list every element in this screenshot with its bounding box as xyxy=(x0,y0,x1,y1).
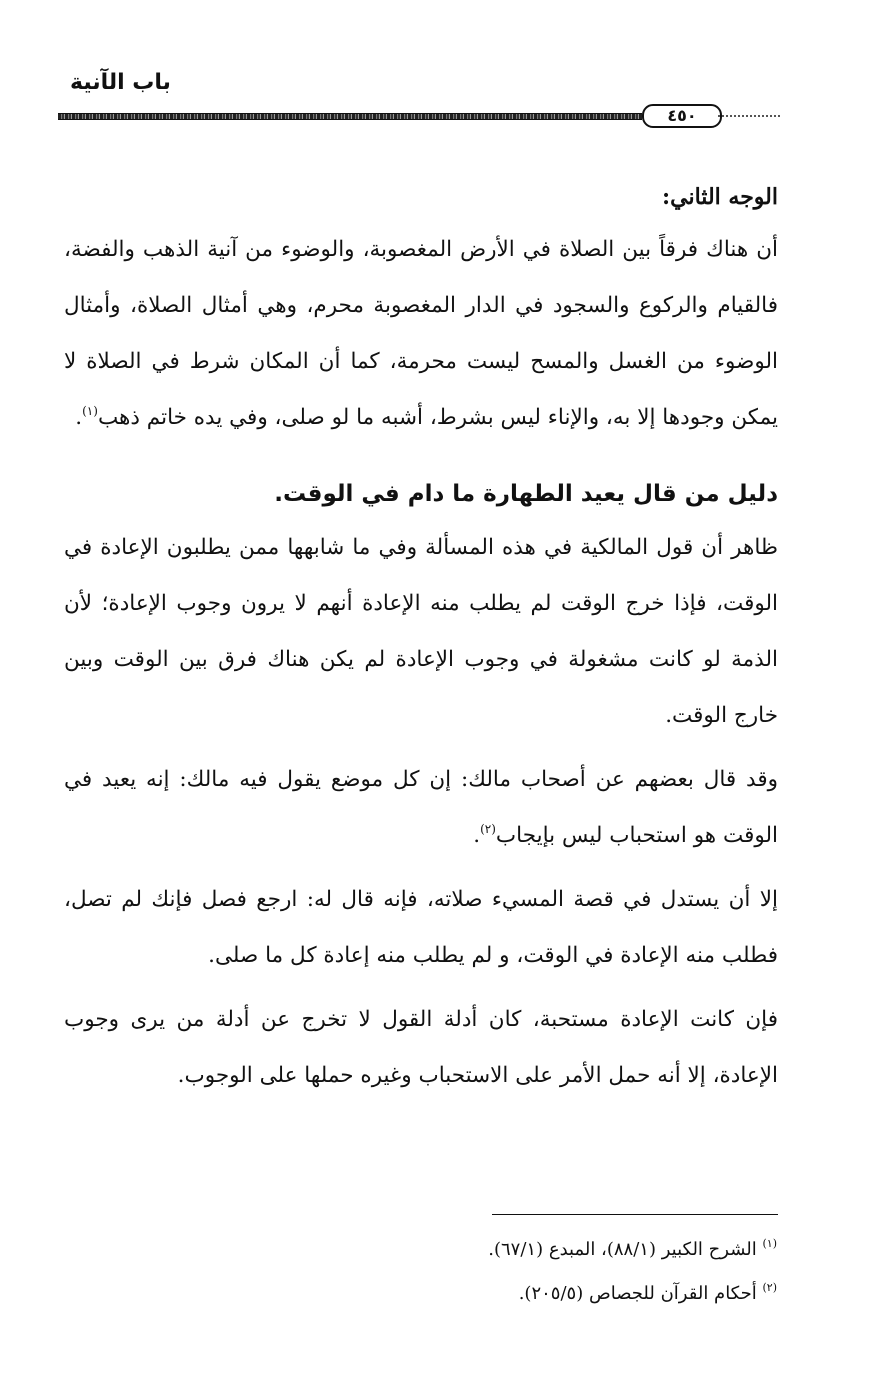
paragraph-end: . xyxy=(75,405,83,430)
footnote-number: (١) xyxy=(762,1237,777,1250)
paragraph-text: ظاهر أن قول المالكية في هذه المسألة وفي ما شابهها ممن يطلبون الإعادة في الوقت، فإذا خرج الوقت لم يطلب منه الإعادة أنهم لا يرون وجوب الإعادة؛ لأن الذمة لو كانت مشغولة في وجوب الإعادة لم يكن هناك فرق بين الوقت وبين خارج الوقت. xyxy=(64,535,778,728)
footnote-separator xyxy=(492,1214,778,1215)
footnote-text: الشرح الكبير (٨٨/١)، المبدع (٦٧/١). xyxy=(488,1239,757,1260)
header-rule-dots xyxy=(718,115,780,117)
footnote-number: (٢) xyxy=(762,1281,777,1294)
footnote xyxy=(177,1228,777,1272)
paragraph-text: إلا أن يستدل في قصة المسيء صلاته، فإنه قال له: ارجع فصل فإنك لم تصل، فطلب منه الإعادة في الوقت، و لم يطلب منه إعادة كل ما صلى. xyxy=(64,887,778,968)
paragraph xyxy=(64,752,778,864)
header-rule xyxy=(58,104,780,126)
footnotes xyxy=(177,1228,777,1316)
footnote-ref: (١) xyxy=(82,404,98,418)
paragraph xyxy=(64,520,778,744)
paragraph xyxy=(64,992,778,1104)
main-text xyxy=(64,172,778,1104)
paragraph xyxy=(64,872,778,984)
running-title: باب الآنية xyxy=(70,70,171,95)
paragraph-text: فإن كانت الإعادة مستحبة، كان أدلة القول لا تخرج عن أدلة من يرى وجوب الإعادة، إلا أنه حمل الأمر على الاستحباب وغيره حملها على الوجوب. xyxy=(64,1007,778,1088)
section-heading: الوجه الثاني: xyxy=(662,184,778,210)
footnote-text: أحكام القرآن للجصاص (٢٠٥/٥). xyxy=(518,1283,757,1304)
section-heading: دليل من قال يعيد الطهارة ما دام في الوقت. xyxy=(274,481,778,507)
footnote-ref: (٢) xyxy=(480,822,496,836)
header-rule-bar xyxy=(58,113,642,120)
paragraph-end: . xyxy=(473,823,481,848)
footnote xyxy=(177,1272,777,1316)
paragraph xyxy=(64,222,778,446)
paragraph-text: وقد قال بعضهم عن أصحاب مالك: إن كل موضع يقول فيه مالك: إنه يعيد في الوقت هو استحباب ليس بإيجاب xyxy=(64,767,778,848)
page-number: ٤٥٠ xyxy=(642,104,722,128)
paragraph-text: أن هناك فرقاً بين الصلاة في الأرض المغصوبة، والوضوء من آنية الذهب والفضة، فالقيام والركوع والسجود في الدار المغصوبة محرم، وهي أمثال الصلاة، وأمثال الوضوء من الغسل والمسح ليست محرمة، كما أن المكان شرط في الصلاة لا يمكن وجودها إلا به، والإناء ليس بشرط، أشبه ما لو صلى، وفي يده خاتم ذهب xyxy=(64,237,778,430)
